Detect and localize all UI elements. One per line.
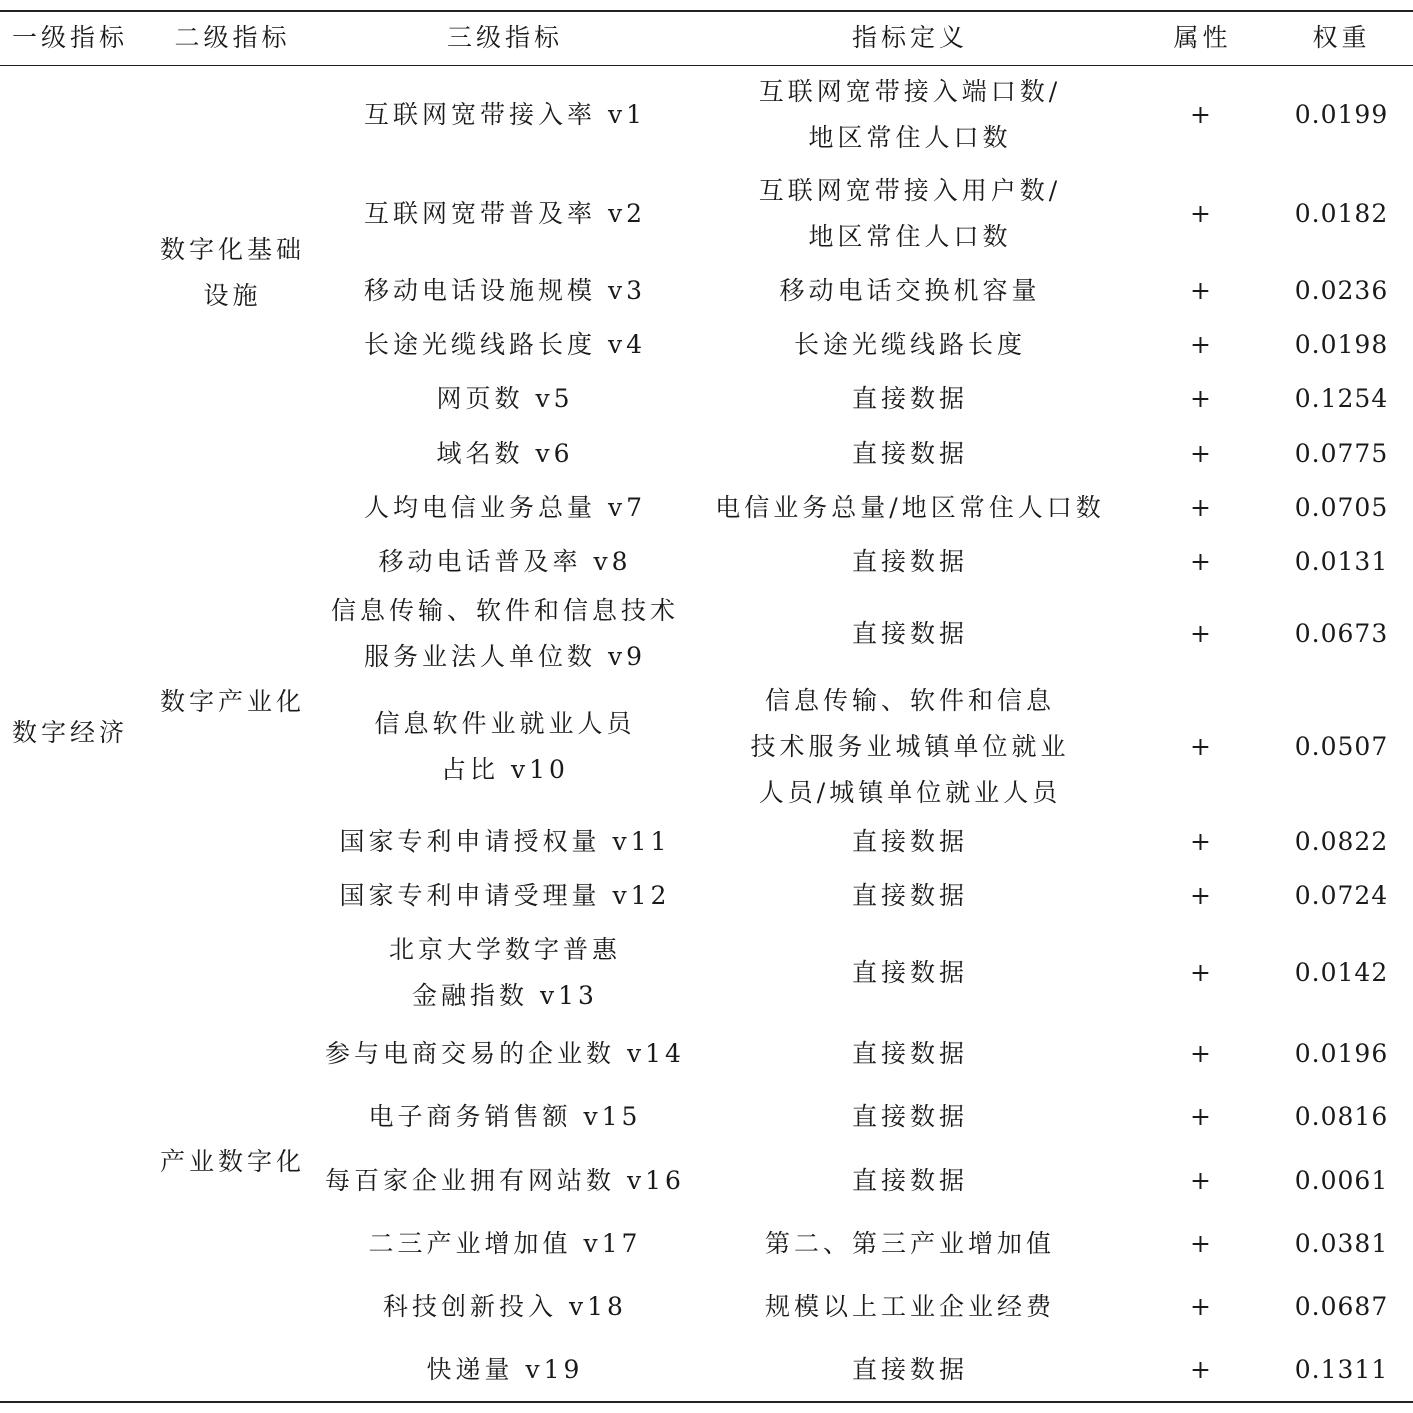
attribute-cell: +	[1190, 1166, 1215, 1195]
definition-cell	[685, 539, 1135, 585]
indicator-cell	[325, 1221, 685, 1267]
definition-cell-line: 直接数据	[851, 1355, 968, 1384]
indicator-cell	[325, 588, 685, 680]
definition-cell-line: 直接数据	[851, 827, 968, 856]
indicator-cell	[325, 819, 685, 865]
definition-cell	[685, 322, 1135, 368]
indicator-cell-line: 快递量 v19	[426, 1355, 584, 1384]
weight-cell: 0.0198	[1294, 330, 1389, 359]
weight-cell: 0.0131	[1294, 547, 1389, 576]
indicator-cell	[325, 1031, 685, 1077]
indicator-cell	[325, 376, 685, 422]
definition-cell	[685, 1031, 1135, 1077]
attribute-cell: +	[1190, 276, 1215, 305]
level2-cell	[140, 227, 325, 319]
definition-cell	[685, 268, 1135, 314]
definition-cell-line: 直接数据	[851, 1039, 968, 1068]
weight-cell: 0.0673	[1294, 619, 1389, 648]
indicator-cell-line: 长途光缆线路长度 v4	[364, 330, 646, 359]
header-weight: 权重	[1312, 23, 1371, 52]
definition-cell	[685, 69, 1135, 161]
weight-cell: 0.0822	[1294, 827, 1389, 856]
indicator-cell-line: 互联网宽带接入率 v1	[364, 100, 646, 129]
indicator-cell-line: 国家专利申请受理量 v12	[339, 881, 671, 910]
attribute-cell: +	[1190, 1039, 1215, 1068]
attribute-cell: +	[1190, 493, 1215, 522]
weight-cell: 0.0182	[1294, 199, 1389, 228]
indicator-cell	[325, 1094, 685, 1140]
indicator-cell	[325, 701, 685, 793]
attribute-cell: +	[1190, 384, 1215, 413]
level2-cell	[140, 679, 325, 725]
definition-cell	[685, 431, 1135, 477]
level1-cell	[0, 710, 140, 756]
definition-cell-line: 直接数据	[851, 1102, 968, 1131]
indicator-cell	[325, 322, 685, 368]
weight-cell: 0.1311	[1294, 1355, 1389, 1384]
indicator-cell-line: 参与电商交易的企业数 v14	[325, 1039, 685, 1068]
indicator-cell	[325, 873, 685, 919]
indicator-cell-line: 二三产业增加值 v17	[368, 1229, 642, 1258]
definition-cell-line: 直接数据	[851, 1166, 968, 1195]
indicator-cell-line: 北京大学数字普惠	[388, 935, 621, 964]
header-level2: 二级指标	[174, 23, 291, 52]
attribute-cell: +	[1190, 1102, 1215, 1131]
definition-cell	[685, 873, 1135, 919]
indicator-cell	[325, 927, 685, 1019]
definition-cell-line: 直接数据	[851, 439, 968, 468]
header-definition: 指标定义	[851, 23, 968, 52]
indicator-cell-line: 网页数 v5	[436, 384, 574, 413]
definition-cell-line: 互联网宽带接入端口数/	[758, 77, 1062, 106]
indicator-cell-line: 移动电话普及率 v8	[378, 547, 632, 576]
attribute-cell: +	[1190, 827, 1215, 856]
indicator-cell-line: 域名数 v6	[436, 439, 574, 468]
indicator-cell-line: 服务业法人单位数 v9	[364, 642, 646, 671]
indicator-cell-line: 互联网宽带普及率 v2	[364, 199, 646, 228]
top-rule	[0, 10, 1413, 12]
header-rule	[0, 65, 1413, 66]
attribute-cell: +	[1190, 619, 1215, 648]
level1-cell-line: 数字经济	[11, 718, 128, 747]
definition-cell-line: 长途光缆线路长度	[793, 330, 1026, 359]
indicator-cell	[325, 539, 685, 585]
indicator-cell-line: 金融指数 v13	[412, 981, 598, 1010]
indicator-cell-line: 人均电信业务总量 v7	[364, 493, 646, 522]
attribute-cell: +	[1190, 330, 1215, 359]
header-level1: 一级指标	[11, 23, 128, 52]
indicator-cell	[325, 191, 685, 237]
definition-cell-line: 规模以上工业企业经费	[764, 1292, 1055, 1321]
header-attribute: 属性	[1173, 23, 1232, 52]
indicator-cell-line: 每百家企业拥有网站数 v16	[325, 1166, 685, 1195]
indicator-cell	[325, 268, 685, 314]
level2-cell	[140, 1139, 325, 1185]
definition-cell-line: 地区常住人口数	[808, 123, 1012, 152]
definition-cell-line: 直接数据	[851, 547, 968, 576]
definition-cell	[685, 485, 1135, 531]
weight-cell: 0.0199	[1294, 100, 1389, 129]
definition-cell	[685, 1284, 1135, 1330]
indicator-cell-line: 信息软件业就业人员	[374, 709, 636, 738]
weight-cell: 0.0687	[1294, 1292, 1389, 1321]
indicator-cell	[325, 1284, 685, 1330]
definition-cell-line: 直接数据	[851, 619, 968, 648]
weight-cell: 0.0142	[1294, 958, 1389, 987]
indicator-cell	[325, 431, 685, 477]
level2-cell-line: 产业数字化	[159, 1147, 305, 1176]
indicator-cell	[325, 485, 685, 531]
indicator-cell-line: 电子商务销售额 v15	[368, 1102, 642, 1131]
definition-cell-line: 第二、第三产业增加值	[764, 1229, 1055, 1258]
level2-cell-line: 数字产业化	[159, 687, 305, 716]
definition-cell	[685, 819, 1135, 865]
header-level3: 三级指标	[446, 23, 563, 52]
definition-cell-line: 互联网宽带接入用户数/	[758, 176, 1062, 205]
level2-cell-line: 设施	[203, 281, 262, 310]
weight-cell: 0.1254	[1294, 384, 1389, 413]
definition-cell	[685, 1347, 1135, 1393]
bottom-rule	[0, 1401, 1413, 1403]
indicator-cell	[325, 1347, 685, 1393]
definition-cell-line: 信息传输、软件和信息	[764, 686, 1055, 715]
weight-cell: 0.0724	[1294, 881, 1389, 910]
weight-cell: 0.0236	[1294, 276, 1389, 305]
weight-cell: 0.0705	[1294, 493, 1389, 522]
definition-cell-line: 移动电话交换机容量	[779, 276, 1041, 305]
attribute-cell: +	[1190, 881, 1215, 910]
weight-cell: 0.0061	[1294, 1166, 1389, 1195]
attribute-cell: +	[1190, 958, 1215, 987]
indicator-cell-line: 占比 v10	[441, 755, 569, 784]
attribute-cell: +	[1190, 1292, 1215, 1321]
definition-cell	[685, 1094, 1135, 1140]
definition-cell	[685, 1221, 1135, 1267]
indicator-cell-line: 移动电话设施规模 v3	[364, 276, 646, 305]
definition-cell-line: 人员/城镇单位就业人员	[758, 778, 1062, 807]
attribute-cell: +	[1190, 732, 1215, 761]
level2-cell-line: 数字化基础	[159, 235, 305, 264]
indicator-cell	[325, 1158, 685, 1204]
indicator-cell	[325, 92, 685, 138]
attribute-cell: +	[1190, 1355, 1215, 1384]
definition-cell	[685, 611, 1135, 657]
weight-cell: 0.0507	[1294, 732, 1389, 761]
definition-cell-line: 直接数据	[851, 881, 968, 910]
weight-cell: 0.0775	[1294, 439, 1389, 468]
definition-cell-line: 直接数据	[851, 384, 968, 413]
weight-cell: 0.0816	[1294, 1102, 1389, 1131]
definition-cell-line: 直接数据	[851, 958, 968, 987]
definition-cell	[685, 376, 1135, 422]
attribute-cell: +	[1190, 199, 1215, 228]
definition-cell-line: 电信业务总量/地区常住人口数	[715, 493, 1105, 522]
weight-cell: 0.0381	[1294, 1229, 1389, 1258]
definition-cell-line: 技术服务业城镇单位就业	[750, 732, 1070, 761]
definition-cell-line: 地区常住人口数	[808, 222, 1012, 251]
definition-cell	[685, 950, 1135, 996]
indicator-cell-line: 国家专利申请授权量 v11	[339, 827, 671, 856]
definition-cell	[685, 678, 1135, 816]
definition-cell	[685, 1158, 1135, 1204]
weight-cell: 0.0196	[1294, 1039, 1389, 1068]
attribute-cell: +	[1190, 439, 1215, 468]
attribute-cell: +	[1190, 100, 1215, 129]
indicator-cell-line: 信息传输、软件和信息技术	[330, 596, 679, 625]
definition-cell	[685, 168, 1135, 260]
attribute-cell: +	[1190, 547, 1215, 576]
attribute-cell: +	[1190, 1229, 1215, 1258]
indicator-cell-line: 科技创新投入 v18	[383, 1292, 627, 1321]
